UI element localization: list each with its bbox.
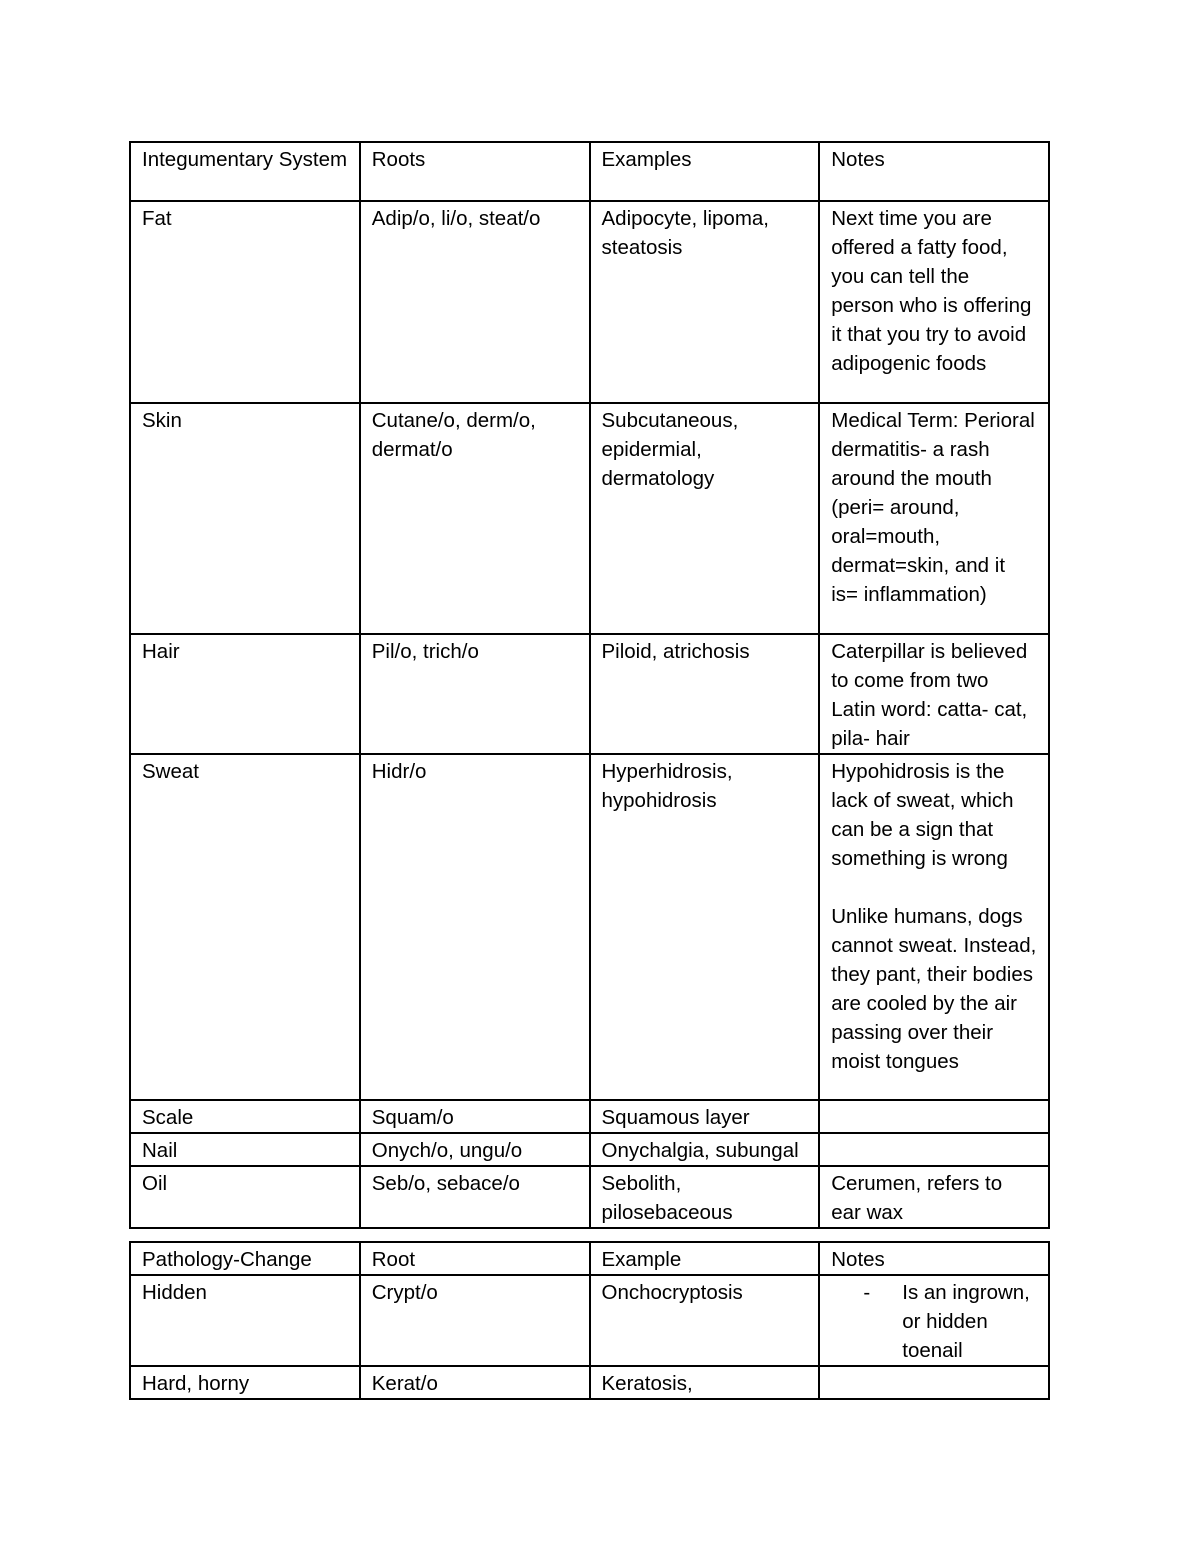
table-row [130,1275,1049,1366]
roots-cell: Adip/o, li/o, steat/o [360,201,590,403]
note-text: (peri= around, oral=mouth, dermat=skin, and it is= inflammation) [831,496,1011,606]
dash-bullet: - [863,1281,871,1304]
notes-cell [819,1166,1049,1228]
note-text: Unlike humans, dogs cannot sweat. Instead, they pant, their bodies are cooled by the air passing over their moist tongues [831,905,1043,1073]
term-cell: Oil [130,1166,360,1228]
note-text: Cerumen, refers to ear wax [831,1172,1008,1224]
examples-cell: Hyperhidrosis, hypohidrosis [590,754,820,1100]
table-row [130,754,1049,1100]
examples-cell: Sebolith, pilosebaceous [590,1166,820,1228]
table-header-row [130,1242,1049,1275]
examples-cell: Adipocyte, lipoma, steatosis [590,201,820,403]
header-cell: Root [360,1242,590,1275]
note-text: Next time you are offered a fatty food, you can tell the person who is offering it that you try to avoid adipogenic foods [831,207,1038,375]
header-cell: Integumentary System [130,142,360,201]
note-text: Medical Term: Perioral dermatitis- a rash around the mouth [831,409,1041,490]
examples-cell: Squamous layer [590,1100,820,1133]
header-cell: Roots [360,142,590,201]
table-row [130,634,1049,754]
note-text: Caterpillar is believed to come from two Latin word: catta- cat, pila- hair [831,640,1033,750]
table-row [130,1133,1049,1166]
examples-cell: Onychalgia, subungal [590,1133,820,1166]
example-cell: Onchocryptosis [590,1275,820,1366]
header-cell: Notes [819,142,1049,201]
term-cell: Scale [130,1100,360,1133]
roots-cell: Cutane/o, derm/o, dermat/o [360,403,590,634]
note-text: Hypohidrosis is the lack of sweat, which can be a sign that something is wrong [831,760,1020,870]
roots-cell: Pil/o, trich/o [360,634,590,754]
notes-cell [819,1133,1049,1166]
example-cell: Keratosis, [590,1366,820,1399]
table-header-row [130,142,1049,201]
term-cell: Nail [130,1133,360,1166]
notes-cell [819,1366,1049,1399]
term-cell: Hidden [130,1275,360,1366]
notes-cell [819,201,1049,403]
root-cell: Crypt/o [360,1275,590,1366]
table-row [130,1100,1049,1133]
term-cell: Sweat [130,754,360,1100]
examples-cell: Piloid, atrichosis [590,634,820,754]
notes-cell [819,754,1049,1100]
table-row [130,1366,1049,1399]
table-row [130,1166,1049,1228]
table-row [130,201,1049,403]
notes-cell [819,1100,1049,1133]
term-cell: Hair [130,634,360,754]
header-cell: Notes [819,1242,1049,1275]
bullet-item [831,1278,1037,1365]
roots-cell: Seb/o, sebace/o [360,1166,590,1228]
term-cell: Skin [130,403,360,634]
roots-cell: Onych/o, ungu/o [360,1133,590,1166]
header-cell: Pathology-Change [130,1242,360,1275]
notes-cell [819,634,1049,754]
root-cell: Kerat/o [360,1366,590,1399]
pathology-change-table [129,1241,1050,1400]
header-cell: Example [590,1242,820,1275]
term-cell: Fat [130,201,360,403]
examples-cell: Subcutaneous, epidermial, dermatology [590,403,820,634]
notes-cell [819,403,1049,634]
note-text: Is an ingrown, or hidden toenail [902,1281,1030,1362]
blank-line [831,873,1037,902]
roots-cell: Squam/o [360,1100,590,1133]
table-row [130,403,1049,634]
header-cell: Examples [590,142,820,201]
term-cell: Hard, horny [130,1366,360,1399]
roots-cell: Hidr/o [360,754,590,1100]
integumentary-system-table [129,141,1050,1229]
notes-cell [819,1275,1049,1366]
